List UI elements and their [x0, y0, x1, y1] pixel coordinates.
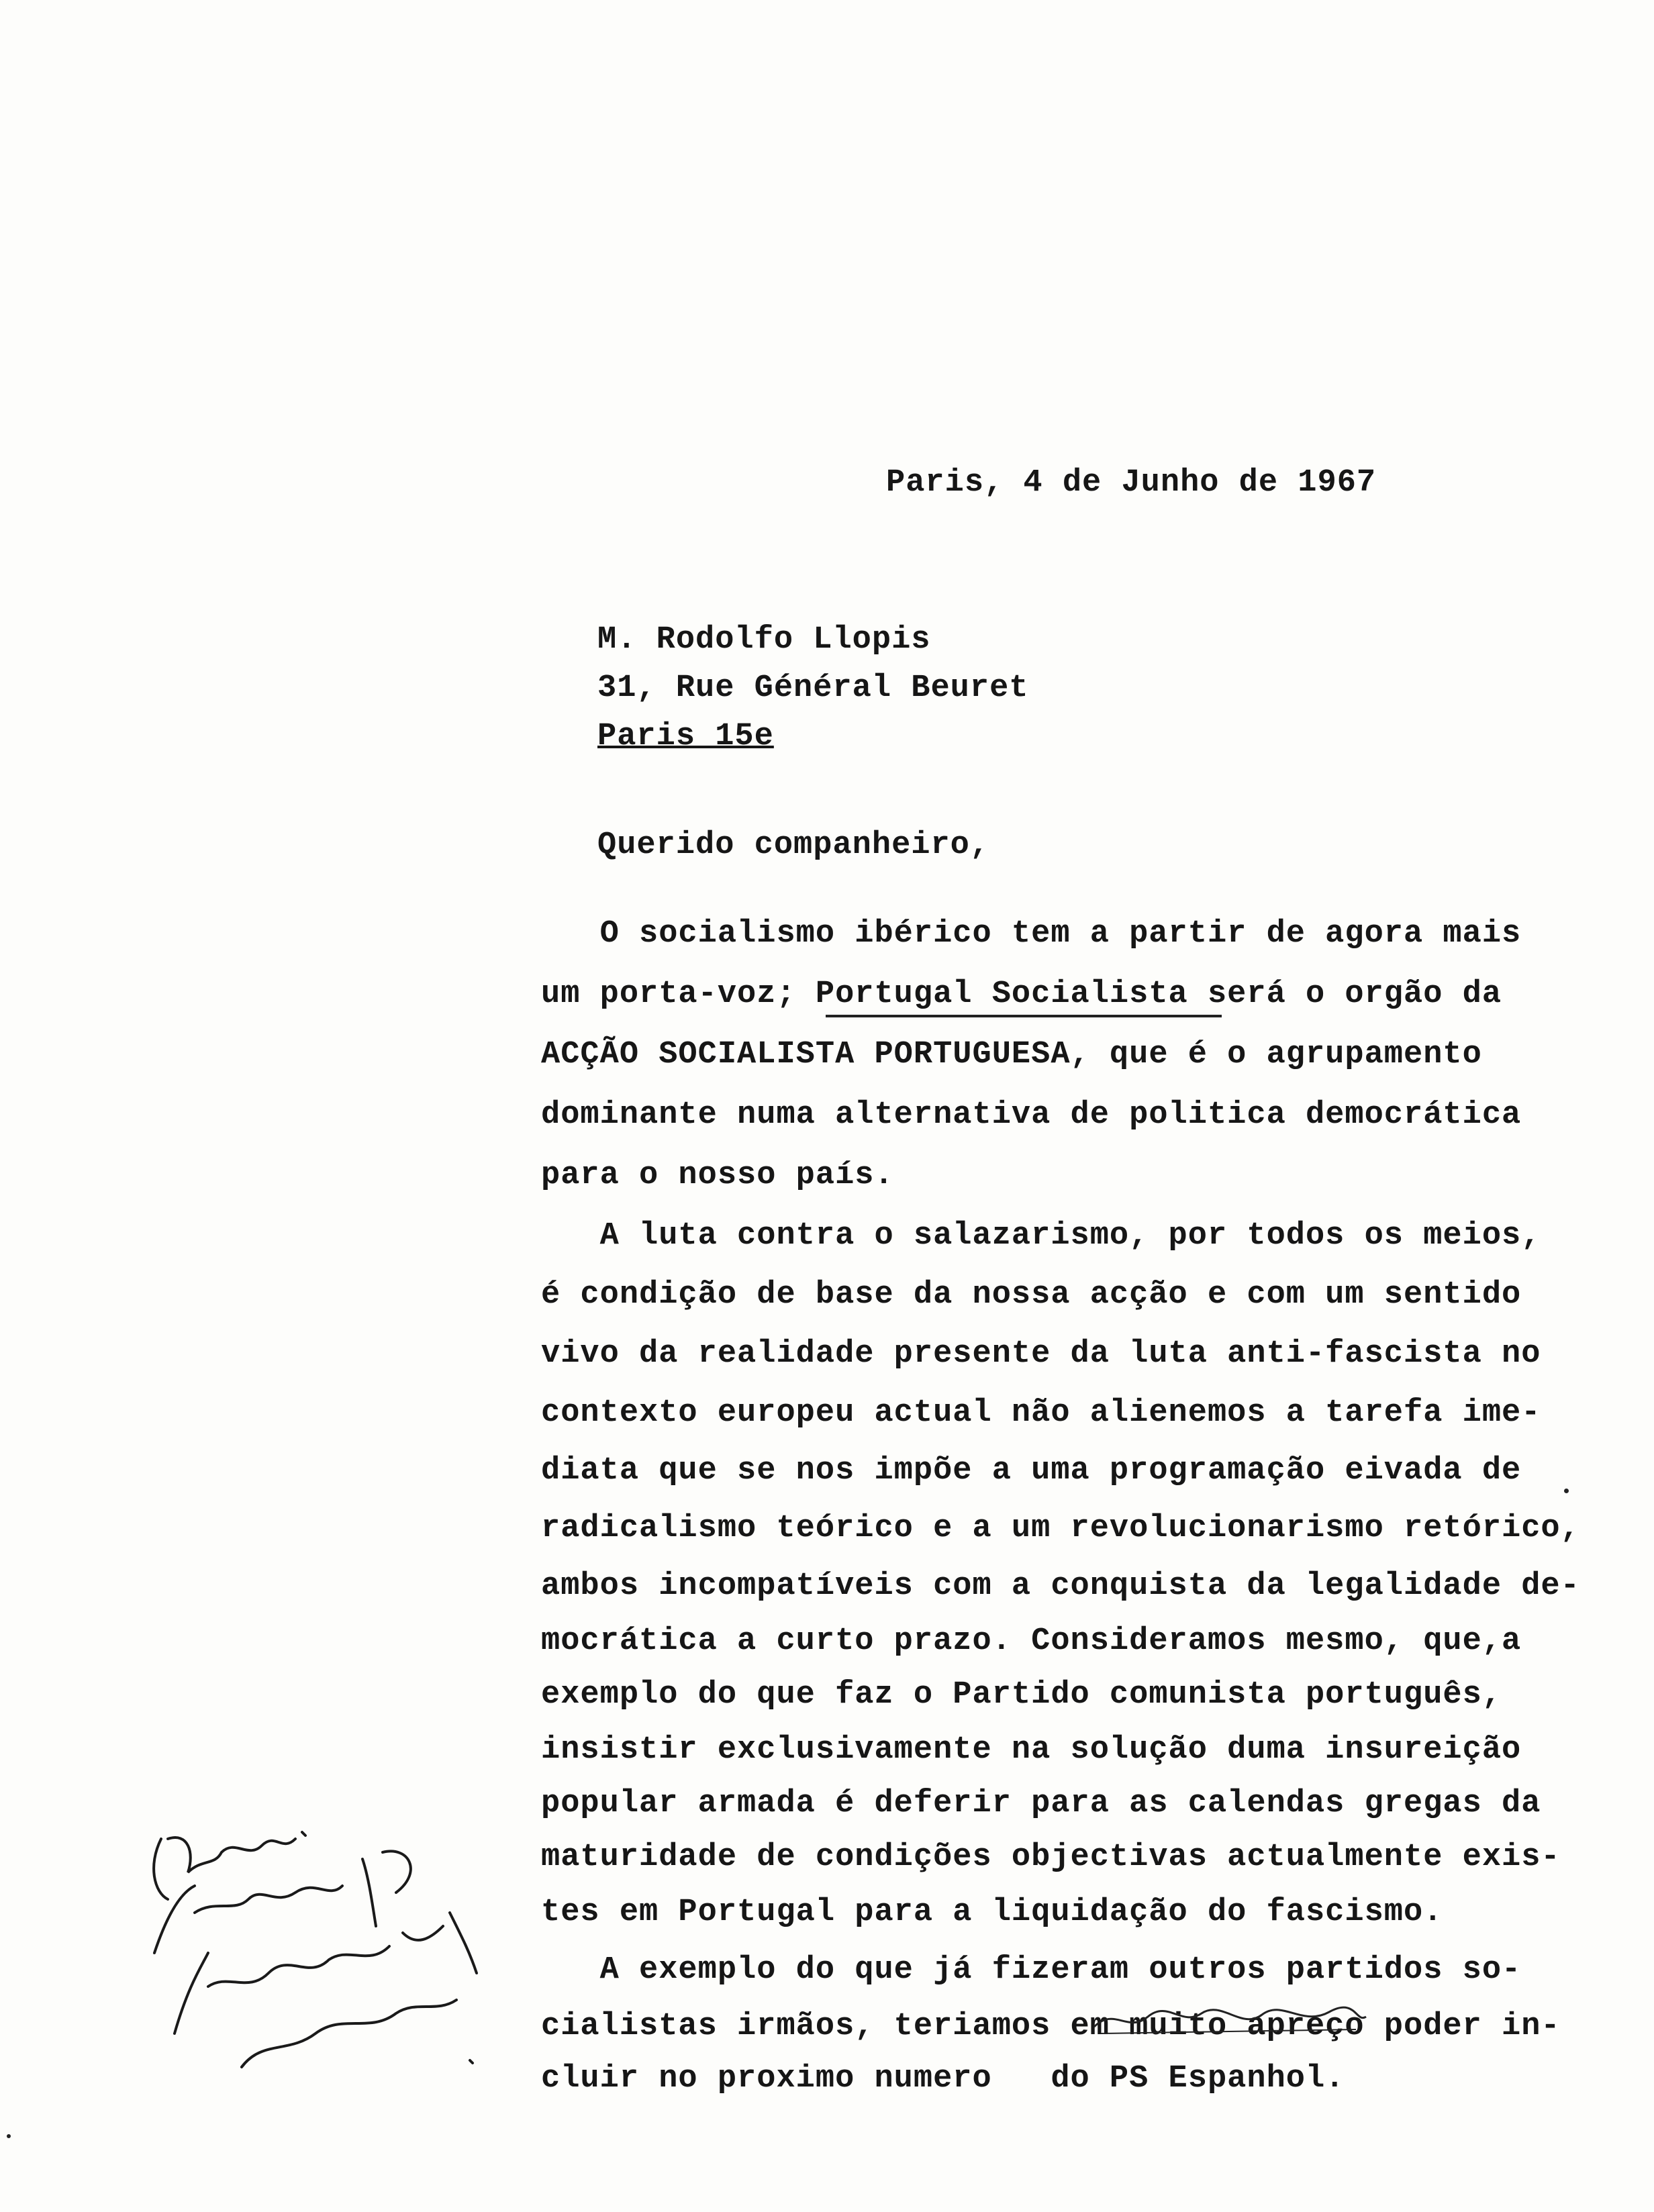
body-line: dominante numa alternativa de politica democrática — [541, 1097, 1522, 1133]
body-line: A luta contra o salazarismo, por todos os meios, — [541, 1218, 1541, 1254]
body-line: insistir exclusivamente na solução duma insureição — [541, 1732, 1522, 1768]
body-line: para o nosso país. — [541, 1158, 894, 1193]
body-line: um porta-voz; Portugal Socialista será o orgão da — [541, 976, 1502, 1012]
recipient-street: 31, Rue Général Beuret — [597, 670, 1029, 706]
scan-speck — [7, 2134, 11, 2138]
body-line: exemplo do que faz o Partido comunista português, — [541, 1677, 1502, 1713]
body-line: popular armada é deferir para as calendas gregas da — [541, 1786, 1541, 1821]
recipient-city: Paris 15e — [597, 719, 774, 754]
handwritten-margin-note — [141, 1812, 544, 2094]
body-line: diata que se nos impõe a uma programação eivada de — [541, 1453, 1522, 1489]
body-line: contexto europeu actual não alienemos a tarefa ime- — [541, 1395, 1541, 1431]
body-line: ACÇÃO SOCIALISTA PORTUGUESA, que é o agrupamento — [541, 1037, 1482, 1072]
body-line: tes em Portugal para a liquidação do fascismo. — [541, 1895, 1443, 1930]
body-line: vivo da realidade presente da luta anti-fascista no — [541, 1336, 1541, 1372]
salutation: Querido companheiro, — [597, 827, 990, 863]
body-line: maturidade de condições objectivas actualmente exis- — [541, 1840, 1561, 1875]
body-line: cluir no proximo numero do PS Espanhol. — [541, 2061, 1345, 2097]
body-line: ambos incompatíveis com a conquista da legalidade de- — [541, 1568, 1580, 1604]
body-line: O socialismo ibérico tem a partir de agora mais — [541, 916, 1522, 952]
handwritten-insert — [1087, 2000, 1369, 2040]
recipient-name: M. Rodolfo Llopis — [597, 622, 931, 658]
body-line: mocrática a curto prazo. Consideramos mesmo, que,a — [541, 1623, 1522, 1659]
title-underline — [826, 1015, 1222, 1017]
letter-date: Paris, 4 de Junho de 1967 — [886, 465, 1377, 501]
body-line: A exemplo do que já fizeram outros partidos so- — [541, 1952, 1522, 1988]
body-line: radicalismo teórico e a um revolucionarismo retórico, — [541, 1511, 1580, 1546]
body-line: é condição de base da nossa acção e com um sentido — [541, 1277, 1522, 1313]
body-line: cialistas irmãos, teriamos em muito apreço poder in- — [541, 2009, 1561, 2044]
scan-speck — [1564, 1489, 1569, 1493]
